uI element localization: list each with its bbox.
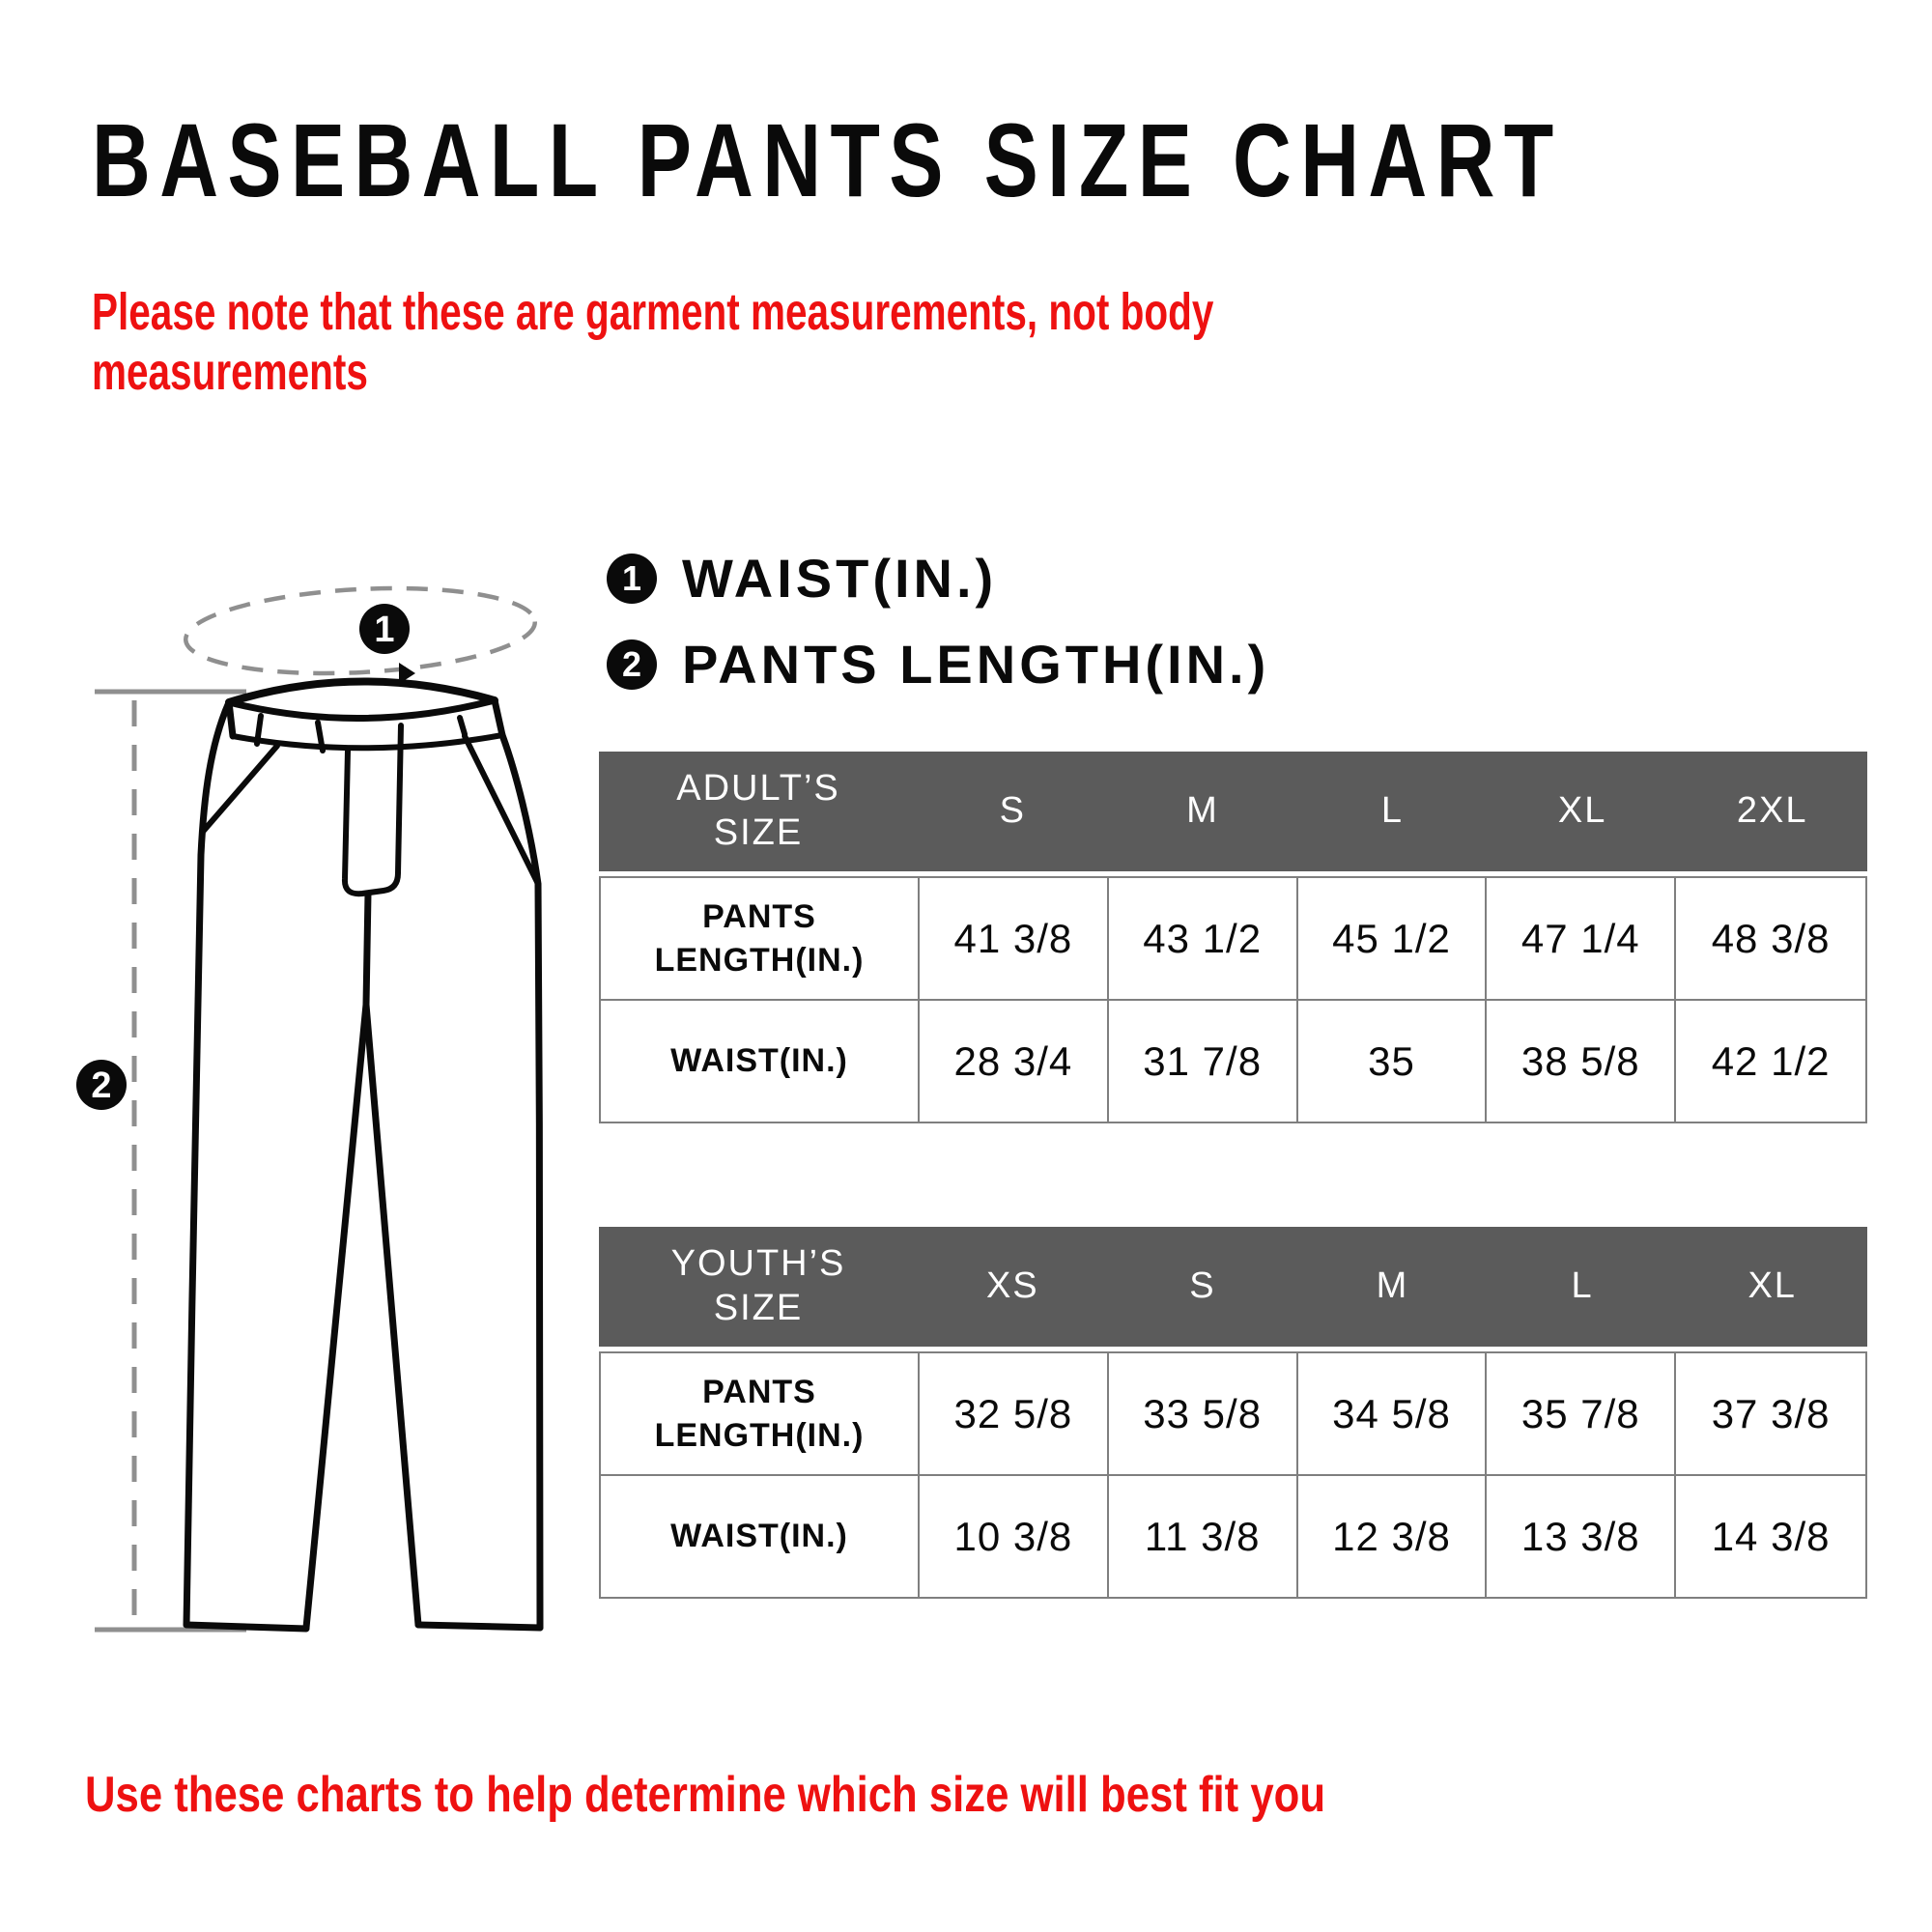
table-cell: 35 7/8 bbox=[1487, 1353, 1676, 1476]
adult-table-body bbox=[599, 876, 1867, 1123]
table-cell: 47 1/4 bbox=[1487, 878, 1676, 1001]
diagram-badge-1-number: 1 bbox=[374, 610, 395, 650]
table-cell: 31 7/8 bbox=[1109, 1001, 1298, 1122]
garment-note-line1: Please note that these are garment measurements, not body bbox=[92, 283, 1214, 341]
row-label: WAIST(IN.) bbox=[601, 1001, 920, 1122]
table-cell: 35 bbox=[1298, 1001, 1488, 1122]
legend-row-pants-length bbox=[607, 633, 1269, 696]
table-cell: 34 5/8 bbox=[1298, 1353, 1488, 1476]
table-cell: 10 3/8 bbox=[920, 1476, 1109, 1597]
legend-badge-1: 1 bbox=[607, 554, 657, 604]
adult-size-table bbox=[599, 752, 1867, 1123]
table-cell: 13 3/8 bbox=[1487, 1476, 1676, 1597]
table-cell: 48 3/8 bbox=[1676, 878, 1865, 1001]
legend-row-waist bbox=[607, 547, 1269, 610]
size-col-header: XL bbox=[1557, 790, 1607, 832]
table-cell: 33 5/8 bbox=[1109, 1353, 1298, 1476]
youth-table-body bbox=[599, 1351, 1867, 1599]
adult-table-header bbox=[599, 752, 1867, 871]
legend-label-waist: WAIST(IN.) bbox=[682, 548, 998, 609]
legend-badge-2: 2 bbox=[607, 639, 657, 690]
table-cell: 12 3/8 bbox=[1298, 1476, 1488, 1597]
table-cell: 42 1/2 bbox=[1711, 1037, 1831, 1084]
size-col-header: XL bbox=[1747, 1265, 1797, 1307]
garment-note-line2: measurements bbox=[92, 343, 368, 401]
table-cell: 14 3/8 bbox=[1711, 1513, 1831, 1559]
garment-note bbox=[92, 282, 1213, 402]
youth-size-table bbox=[599, 1227, 1867, 1599]
size-col-header: XS bbox=[985, 1265, 1039, 1307]
row-label: PANTS LENGTH(IN.) bbox=[601, 1353, 920, 1476]
size-col-header: S bbox=[999, 790, 1026, 832]
table-cell: 11 3/8 bbox=[1109, 1476, 1298, 1597]
measurement-legend bbox=[607, 547, 1269, 696]
row-label: WAIST(IN.) bbox=[601, 1476, 920, 1597]
table-cell: 38 5/8 bbox=[1487, 1001, 1676, 1122]
legend-label-pants-length: PANTS LENGTH(IN.) bbox=[682, 634, 1270, 695]
fit-advice-note: Use these charts to help determine which size will best fit you bbox=[85, 1767, 1326, 1823]
youth-table-title-cell: YOUTH’S SIZE bbox=[670, 1243, 846, 1328]
size-col-header: M bbox=[1376, 1265, 1409, 1307]
size-col-header: L bbox=[1380, 790, 1405, 832]
diagram-badge-2-number: 2 bbox=[91, 1065, 112, 1106]
page-title: BASEBALL PANTS SIZE CHART bbox=[92, 101, 1563, 218]
row-label: PANTS LENGTH(IN.) bbox=[601, 878, 920, 1001]
table-cell: 41 3/8 bbox=[920, 878, 1109, 1001]
table-cell: 45 1/2 bbox=[1298, 878, 1488, 1001]
table-cell: 28 3/4 bbox=[920, 1001, 1109, 1122]
diagram-badge-2 bbox=[76, 1060, 127, 1110]
adult-table-title-cell: ADULT’S SIZE bbox=[676, 768, 840, 853]
table-cell: 32 5/8 bbox=[920, 1353, 1109, 1476]
pants-outline bbox=[186, 681, 540, 1629]
size-col-header: M bbox=[1186, 790, 1219, 832]
table-cell: 37 3/8 bbox=[1676, 1353, 1865, 1476]
size-col-header: L bbox=[1571, 1265, 1594, 1307]
pants-measurement-diagram bbox=[53, 536, 604, 1657]
table-cell: 43 1/2 bbox=[1109, 878, 1298, 1001]
size-col-header: S bbox=[1189, 1265, 1216, 1307]
size-col-header: 2XL bbox=[1736, 790, 1808, 832]
youth-table-header bbox=[599, 1227, 1867, 1347]
